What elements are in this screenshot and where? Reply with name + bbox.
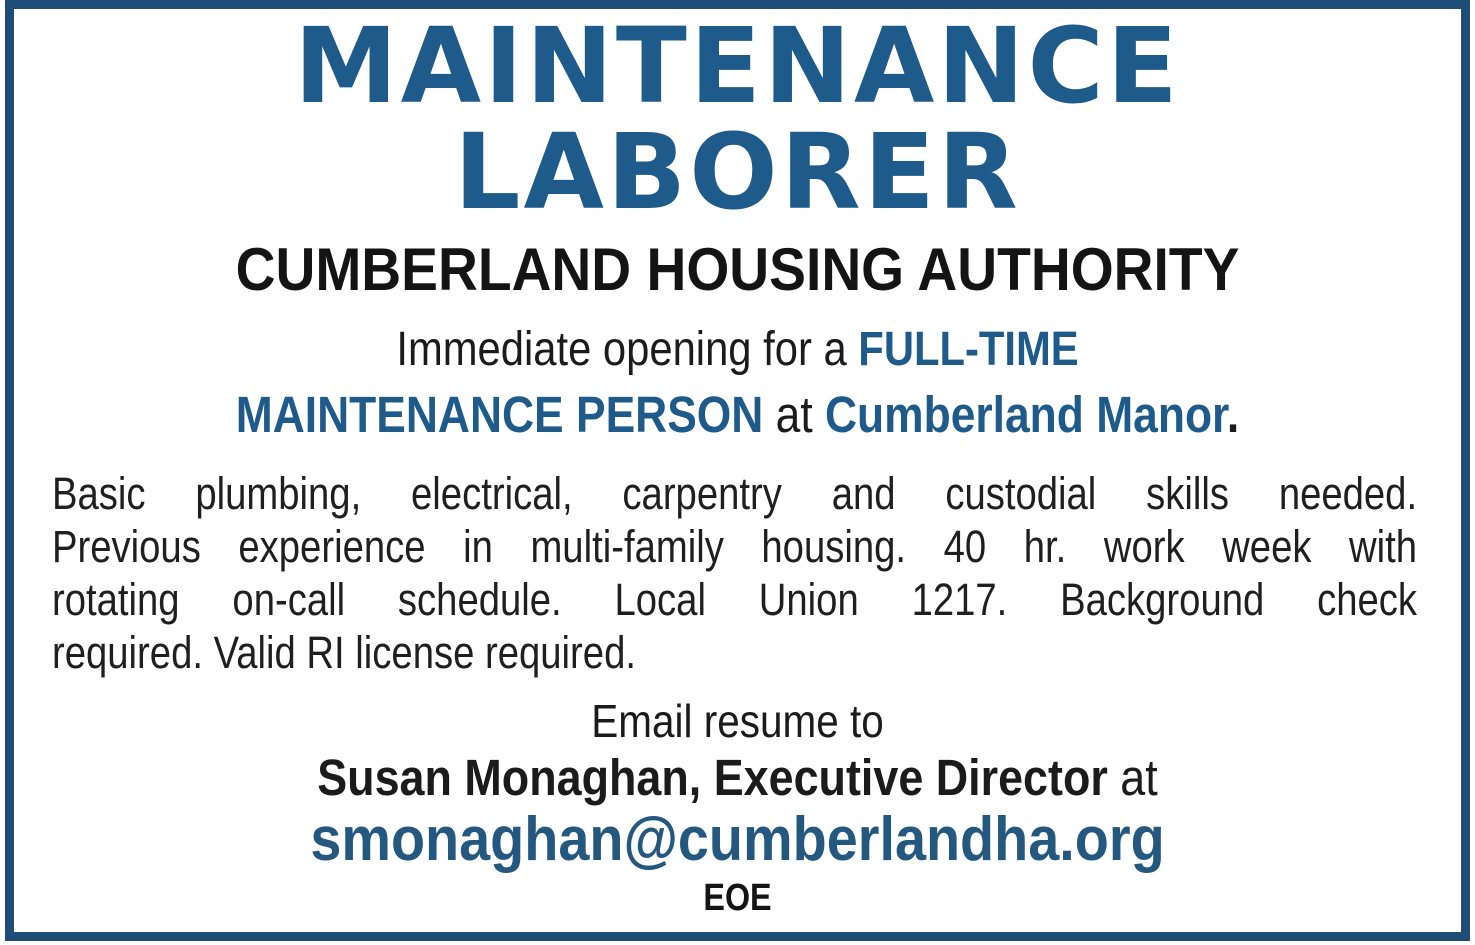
body-line-4: required. Valid RI license required. xyxy=(52,627,636,678)
word: in xyxy=(463,521,493,572)
opening-line2-role: MAINTENANCE PERSON xyxy=(235,386,764,443)
ad-border-frame xyxy=(5,0,1470,941)
eoe-label: EOE xyxy=(703,877,772,919)
word: needed. xyxy=(1278,468,1418,519)
contact-name: Susan Monaghan, Executive Director xyxy=(317,749,1108,806)
word: experience xyxy=(238,521,426,572)
body-line-3 xyxy=(52,573,1417,626)
opening-line2 xyxy=(141,386,1334,443)
word: Basic xyxy=(52,468,146,519)
word: week xyxy=(1222,521,1312,572)
word: check xyxy=(1317,574,1418,625)
word: and xyxy=(831,468,896,519)
word: 1217. xyxy=(911,574,1008,625)
ad-headline xyxy=(52,5,1423,233)
word: housing. xyxy=(761,521,907,572)
opening-line2-mid: at xyxy=(763,386,826,443)
word: skills xyxy=(1146,468,1229,519)
word: Background xyxy=(1060,574,1265,625)
word: hr. xyxy=(1023,521,1067,572)
contact-email: smonaghan@cumberlandha.org xyxy=(310,805,1165,874)
word: work xyxy=(1103,521,1185,572)
word: Union xyxy=(758,574,859,625)
word: plumbing, xyxy=(195,468,362,519)
contact-intro: Email resume to xyxy=(591,695,884,747)
opening-line1-highlight: FULL-TIME xyxy=(858,323,1079,376)
word: on-call xyxy=(232,574,346,625)
body-line-1 xyxy=(52,467,1417,520)
headline-line1: MAINTENANCE xyxy=(294,5,1181,127)
word: multi-family xyxy=(530,521,724,572)
word: Previous xyxy=(52,521,201,572)
ad-content xyxy=(14,5,1461,936)
opening-line2-place: Cumberland Manor xyxy=(825,386,1227,443)
word: schedule. xyxy=(397,574,562,625)
word: custodial xyxy=(945,468,1097,519)
word: with xyxy=(1349,521,1418,572)
organization-name: CUMBERLAND HOUSING AUTHORITY xyxy=(235,236,1240,303)
body-paragraph xyxy=(52,467,1417,679)
opening-line1-prefix: Immediate opening for a xyxy=(396,323,859,376)
word: carpentry xyxy=(622,468,782,519)
body-line-2 xyxy=(52,520,1417,573)
contact-name-suffix: at xyxy=(1107,749,1158,806)
opening-line2-period: . xyxy=(1226,386,1240,443)
word: 40 xyxy=(943,521,987,572)
headline-line2: LABORER xyxy=(454,111,1021,233)
word: rotating xyxy=(52,574,180,625)
opening-line1 xyxy=(141,325,1334,375)
contact-name-line xyxy=(134,751,1340,804)
word: electrical, xyxy=(411,468,573,519)
word: Local xyxy=(614,574,706,625)
